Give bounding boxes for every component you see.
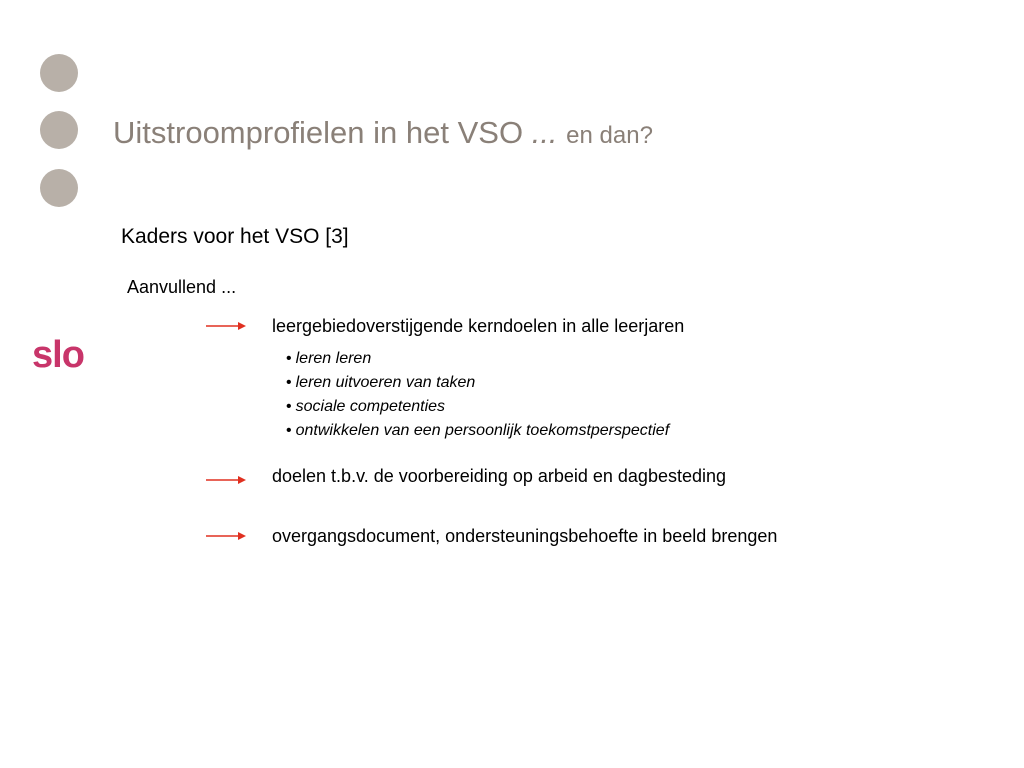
slo-logo: slo [32,334,84,376]
decor-dot-icon [40,169,78,207]
lead-text: Aanvullend ... [127,277,237,297]
arrow-right-icon [206,531,246,541]
title-suffix: en dan? [566,122,653,149]
point-item: overgangsdocument, ondersteuningsbehoefte in beeld brengen [272,526,778,546]
point-item: doelen t.b.v. de voorbereiding op arbeid en dagbesteding [272,466,727,486]
bullet-icon: • [286,398,292,415]
sub-list-item [286,419,669,443]
arrow-right-icon [206,321,246,331]
sub-item-text: sociale competenties [295,398,446,415]
bullet-icon: • [286,374,292,391]
slide-subtitle: Kaders voor het VSO [3] [121,225,349,248]
sub-item-text: leren leren [295,350,372,367]
arrow-right-icon [206,475,246,485]
sub-list-item [286,395,669,419]
decor-dot-icon [40,111,78,149]
bullet-icon: • [286,350,292,367]
sub-list-item [286,371,669,395]
sub-item-text: ontwikkelen van een persoonlijk toekomstperspectief [295,422,670,439]
slide-title [113,113,653,156]
decor-dot-icon [40,54,78,92]
sub-list [286,347,669,443]
sub-list-item [286,347,669,371]
point-item: leergebiedoverstijgende kerndoelen in alle leerjaren [272,316,685,336]
title-ellipsis: ... [531,115,558,150]
bullet-icon: • [286,422,292,439]
sub-item-text: leren uitvoeren van taken [295,374,476,391]
title-main: Uitstroomprofielen in het VSO [113,115,524,150]
